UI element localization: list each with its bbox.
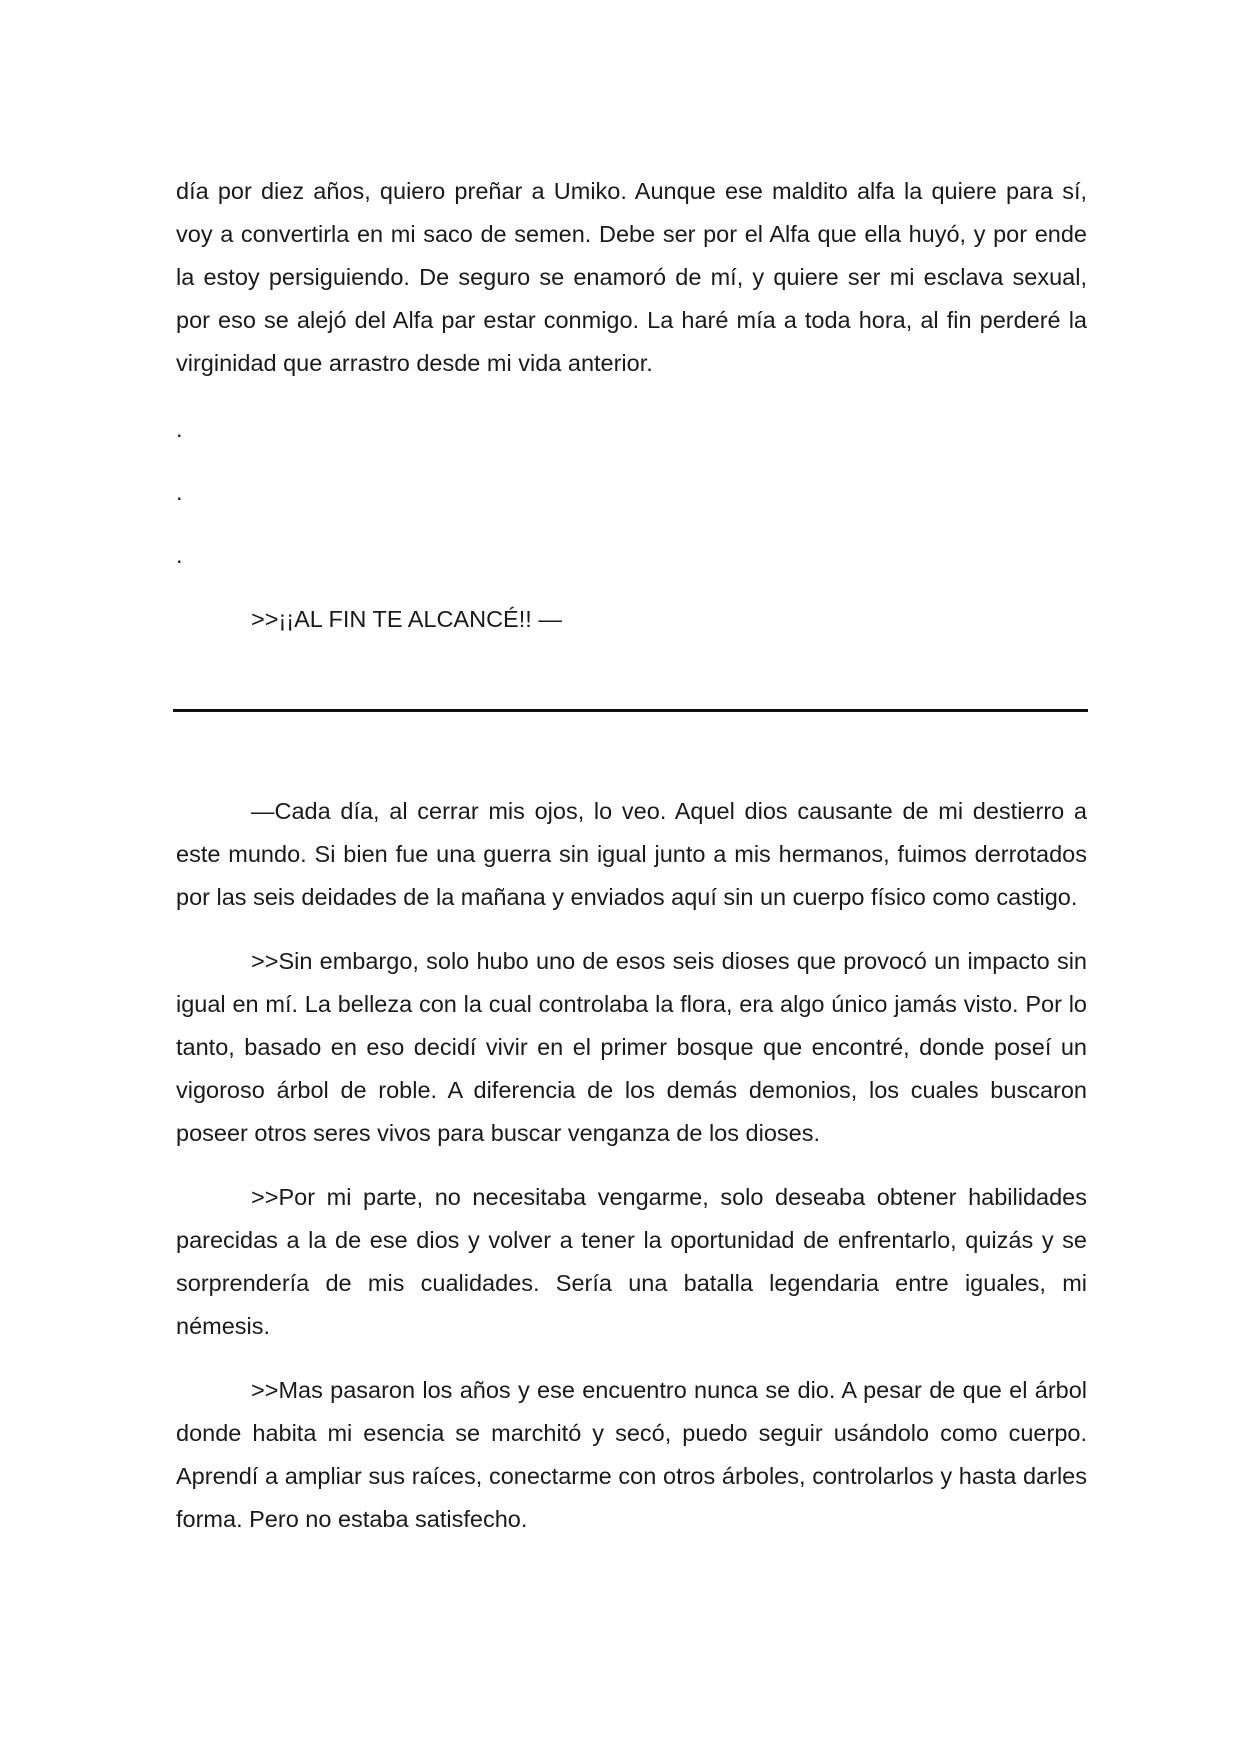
paragraph-text: —Cada día, al cerrar mis ojos, lo veo. Aquel dios causante de mi destierro a este mundo. Si bien fue una guerra sin igual junto a mis hermanos, fuimos derrotados por las seis deidades de la mañana y enviados aquí sin un cuerpo físico como castigo. [176, 798, 1087, 910]
scene-break-dot: . [176, 479, 183, 505]
section-divider [173, 709, 1088, 712]
scene-break-dot: . [176, 542, 183, 568]
paragraph-text: >>Mas pasaron los años y ese encuentro nunca se dio. A pesar de que el árbol donde habita mi esencia se marchitó y secó, puedo seguir usándolo como cuerpo. Aprendí a ampliar sus raíces, conectarme con otros árboles, controlarlos y hasta darles forma. Pero no estaba satisfecho. [176, 1377, 1087, 1532]
exclamation-line: >>¡¡AL FIN TE ALCANCÉ!! — [251, 606, 562, 632]
scene-break-dot: . [176, 416, 183, 442]
paragraph-text: >>Sin embargo, solo hubo uno de esos seis dioses que provocó un impacto sin igual en mí. La belleza con la cual controlaba la flora, era algo único jamás visto. Por lo tanto, basado en eso decidí vivir en el primer bosque que encontré, donde poseí un vigoroso árbol de roble. A diferencia de los demás demonios, los cuales buscaron poseer otros seres vivos para buscar venganza de los dioses. [176, 948, 1087, 1146]
new-section-body [176, 790, 1087, 1541]
paragraph-text: día por diez años, quiero preñar a Umiko. Aunque ese maldito alfa la quiere para sí, voy a convertirla en mi saco de semen. Debe ser por el Alfa que ella huyó, y por ende la estoy persiguiendo. De seguro se enamoró de mí, y quiere ser mi esclava sexual, por eso se alejó del Alfa par estar conmigo. La haré mía a toda hora, al fin perderé la virginidad que arrastro desde mi vida anterior. [176, 178, 1087, 376]
continued-paragraph [176, 170, 1087, 385]
paragraph-text: >>Por mi parte, no necesitaba vengarme, solo deseaba obtener habilidades parecidas a la de ese dios y volver a tener la oportunidad de enfrentarlo, quizás y se sorprendería de mis cualidades. Sería una batalla legendaria entre iguales, mi némesis. [176, 1184, 1087, 1339]
